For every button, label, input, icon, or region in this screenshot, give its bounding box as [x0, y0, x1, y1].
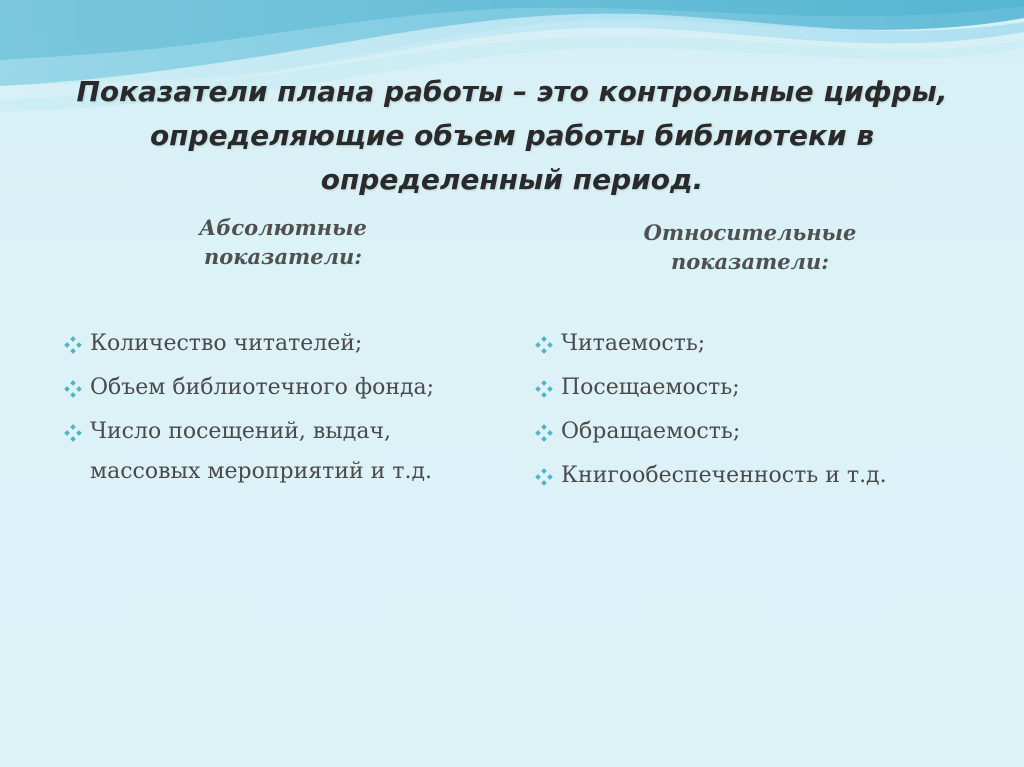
list-item	[535, 368, 975, 408]
absolute-indicators-heading	[148, 213, 418, 271]
list-item	[64, 324, 484, 364]
list-item-text: Книгообеспеченность и т.д.	[561, 463, 887, 488]
list-item-text: Обращаемость;	[561, 419, 741, 444]
relative-indicators-heading	[600, 218, 900, 276]
list-item-text: Объем библиотечного фонда;	[90, 375, 435, 400]
relative-indicators-list	[535, 324, 975, 500]
diamond-bullet-icon	[64, 424, 82, 442]
diamond-bullet-icon	[535, 468, 553, 486]
list-item	[64, 412, 484, 492]
heading-line-1: Абсолютные	[199, 215, 367, 240]
list-item	[535, 324, 975, 364]
diamond-bullet-icon	[64, 336, 82, 354]
list-item-text: Посещаемость;	[561, 375, 740, 400]
list-item	[535, 412, 975, 452]
list-item-text: Число посещений, выдач, массовых мероприятий и т.д.	[90, 419, 433, 484]
heading-line-2: показатели:	[203, 244, 363, 269]
diamond-bullet-icon	[64, 380, 82, 398]
list-item	[535, 456, 975, 496]
slide-title: Показатели плана работы – это контрольные цифры, определяющие объем работы библиотеки в определенный период.	[76, 75, 948, 196]
list-item	[64, 368, 484, 408]
heading-line-1: Относительные	[643, 220, 857, 245]
absolute-indicators-list	[64, 324, 484, 496]
diamond-bullet-icon	[535, 424, 553, 442]
list-item-text: Количество читателей;	[90, 331, 363, 356]
list-item-text: Читаемость;	[561, 331, 706, 356]
heading-line-2: показатели:	[670, 249, 830, 274]
diamond-bullet-icon	[535, 336, 553, 354]
diamond-bullet-icon	[535, 380, 553, 398]
